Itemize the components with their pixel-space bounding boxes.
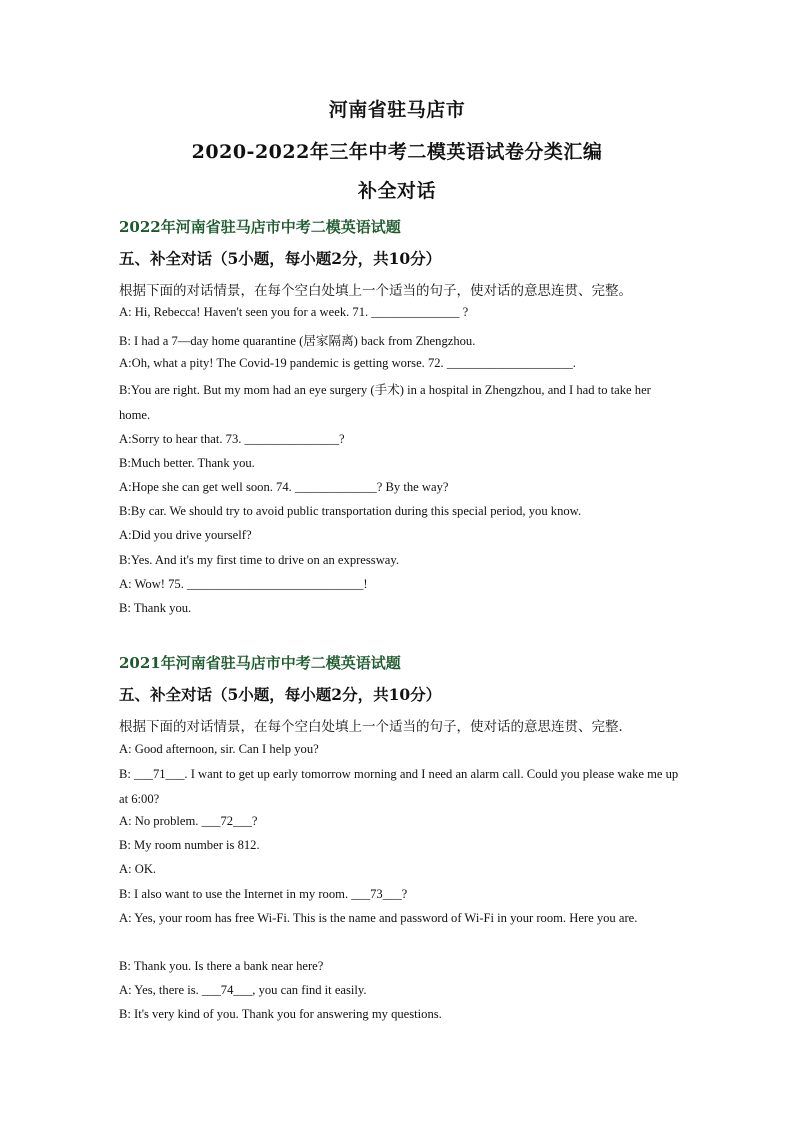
instruction-2022: 根据下面的对话情景，在每个空白处填上一个适当的句子，使对话的意思连贯、完整。 [119, 283, 632, 299]
dialogue-line: B: I had a 7—day home quarantine (居家隔离) back from Zhengzhou. [119, 334, 476, 348]
dialogue-line: B: Thank you. Is there a bank near here? [119, 959, 324, 973]
dialogue-line: B: Thank you. [119, 601, 192, 615]
doc-title-topic: 补全对话 [357, 180, 436, 202]
section-title-2021: 2021年河南省驻马店市中考二模英语试题 [119, 654, 401, 672]
dialogue-line: B: I also want to use the Internet in my room. ___73___? [119, 887, 408, 901]
dialogue-line: A:Oh, what a pity! The Covid-19 pandemic is getting worse. 72. ____________________. [119, 356, 576, 370]
dialogue-line: A: OK. [119, 862, 157, 876]
question-head-2021: 五、补全对话（5小题，每小题2分，共10分） [119, 685, 442, 704]
dialogue-line: B: ___71___. I want to get up early tomorrow morning and I need an alarm call. Could you please wake me up at 6:00? [119, 767, 679, 806]
instruction-2021: 根据下面的对话情景，在每个空白处填上一个适当的句子，使对话的意思连贯、完整． [119, 719, 632, 735]
dialogue-line: A: Good afternoon, sir. Can I help you? [119, 742, 319, 756]
dialogue-line: A: Hi, Rebecca! Haven't seen you for a week. 71. ______________ ? [119, 305, 469, 319]
doc-title-region: 河南省驻马店市 [328, 99, 466, 121]
dialogue-line: B:Much better. Thank you. [119, 456, 255, 470]
dialogue-line: A:Did you drive yourself? [119, 528, 252, 542]
question-head-2022: 五、补全对话（5小题，每小题2分，共10分） [119, 249, 442, 268]
dialogue-line: A:Sorry to hear that. 73. _______________? [119, 432, 345, 446]
dialogue-line: A: No problem. ___72___? [119, 814, 258, 828]
dialogue-line: A: Yes, your room has free Wi-Fi. This is the name and password of Wi-Fi in your room. Here you are. [119, 911, 638, 925]
dialogue-line: A: Yes, there is. ___74___, you can find it easily. [119, 983, 367, 997]
dialogue-line: B:Yes. And it's my first time to drive on an expressway. [119, 553, 400, 567]
dialogue-line: B: My room number is 812. [119, 838, 260, 852]
dialogue-line: A: Wow! 75. ____________________________! [119, 577, 368, 591]
section-title-2022: 2022年河南省驻马店市中考二模英语试题 [119, 218, 401, 236]
dialogue-line: A:Hope she can get well soon. 74. _____________? By the way? [119, 480, 449, 494]
dialogue-line: B:You are right. But my mom had an eye surgery (手术) in a hospital in Zhengzhou, and I had to take her home. [119, 383, 651, 422]
dialogue-line: B:By car. We should try to avoid public transportation during this special period, you know. [119, 504, 582, 518]
dialogue-line: B: It's very kind of you. Thank you for answering my questions. [119, 1007, 442, 1021]
doc-title-main: 2020-2022年三年中考二模英语试卷分类汇编 [191, 141, 603, 163]
